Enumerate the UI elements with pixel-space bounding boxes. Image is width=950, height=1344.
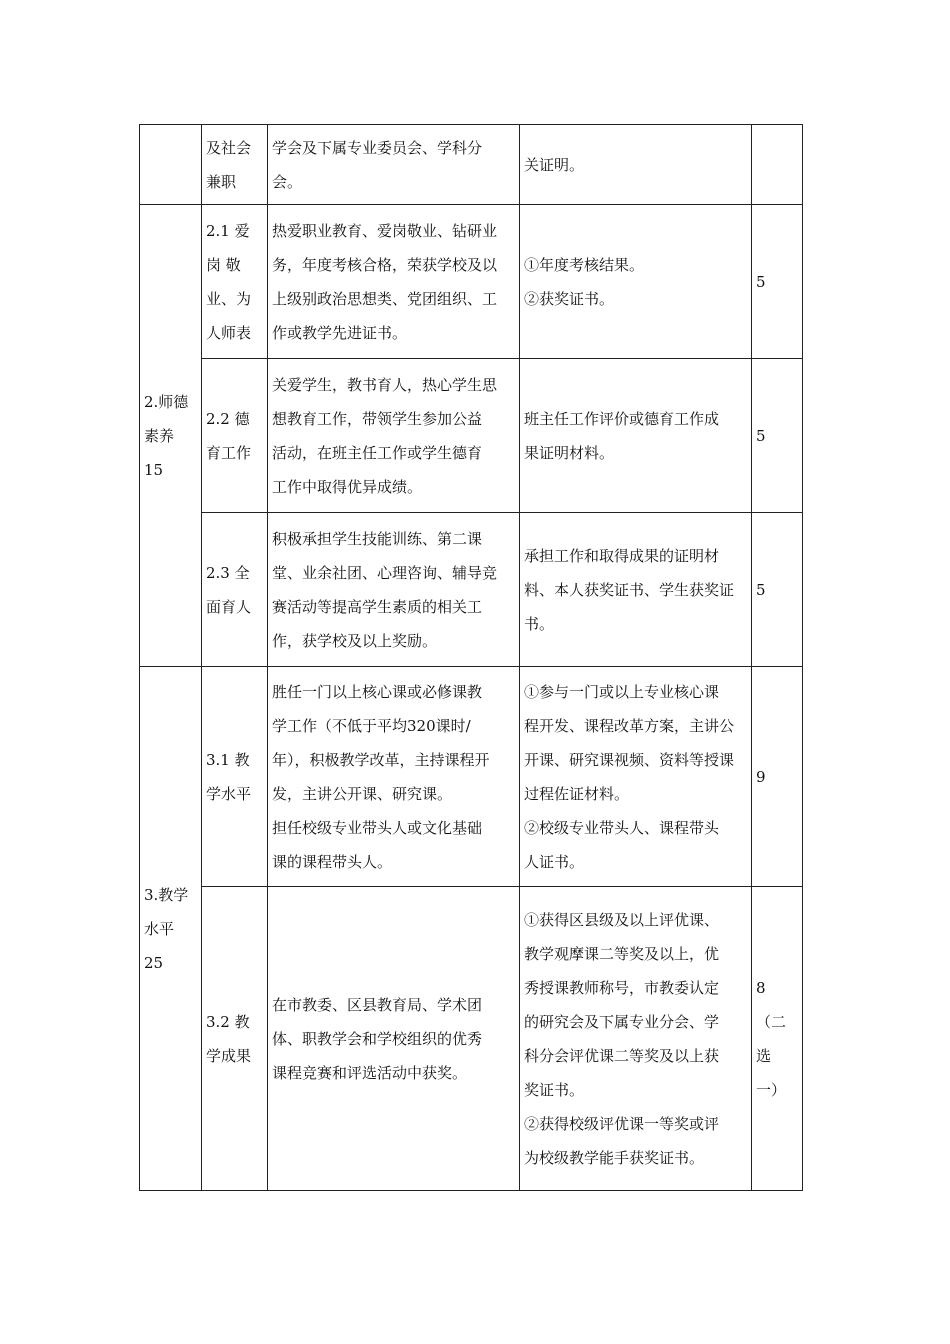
- score-cell: 8 （二 选 一）: [752, 887, 803, 1191]
- score-cell: 5: [752, 359, 803, 513]
- item-cell: 3.1 教 学水平: [202, 667, 268, 887]
- standard-cell: 关爱学生，教书育人，热心学生思 想教育工作，带领学生参加公益 活动，在班主任工作或学生德育 工作中取得优异成绩。: [268, 359, 520, 513]
- score-cell: [752, 125, 803, 205]
- item-cell: 及社会 兼职: [202, 125, 268, 205]
- score-cell: 9: [752, 667, 803, 887]
- item-cell: 2.3 全 面育人: [202, 513, 268, 667]
- standard-cell: 在市教委、区县教育局、学术团 体、职教学会和学校组织的优秀 课程竞赛和评选活动中获奖。: [268, 887, 520, 1191]
- category-cell-teaching: 3.教学 水平 25: [140, 667, 202, 1191]
- evidence-cell: 关证明。: [520, 125, 752, 205]
- table-row: [140, 667, 803, 887]
- table-row: [140, 359, 803, 513]
- evidence-cell: 班主任工作评价或德育工作成 果证明材料。: [520, 359, 752, 513]
- table-row: [140, 125, 803, 205]
- score-cell: 5: [752, 205, 803, 359]
- evidence-cell: ①参与一门或以上专业核心课 程开发、课程改革方案，主讲公 开课、研究课视频、资料等授课 过程佐证材料。 ②校级专业带头人、课程带头 人证书。: [520, 667, 752, 887]
- score-cell: 5: [752, 513, 803, 667]
- evidence-cell: ①获得区县级及以上评优课、 教学观摩课二等奖及以上，优 秀授课教师称号，市教委认定 的研究会及下属专业分会、学 科分会评优课二等奖及以上获 奖证书。 ②获得校级评优课一等奖或评 为校级教学能手获奖证书。: [520, 887, 752, 1191]
- evidence-cell: 承担工作和取得成果的证明材 料、本人获奖证书、学生获奖证 书。: [520, 513, 752, 667]
- standard-cell: 积极承担学生技能训练、第二课 堂、业余社团、心理咨询、辅导竞 赛活动等提高学生素质的相关工 作，获学校及以上奖励。: [268, 513, 520, 667]
- standard-cell: 学会及下属专业委员会、学科分 会。: [268, 125, 520, 205]
- evaluation-table: [139, 124, 803, 1191]
- category-cell-empty: [140, 125, 202, 205]
- table-row: [140, 205, 803, 359]
- standard-cell: 热爱职业教育、爱岗敬业、钻研业 务，年度考核合格，荣获学校及以 上级别政治思想类、党团组织、工 作或教学先进证书。: [268, 205, 520, 359]
- item-cell: 3.2 教 学成果: [202, 887, 268, 1191]
- item-cell: 2.2 德 育工作: [202, 359, 268, 513]
- standard-cell: 胜任一门以上核心课或必修课教 学工作（不低于平均320课时/ 年），积极教学改革，主持课程开 发，主讲公开课、研究课。 担任校级专业带头人或文化基础 课的课程带头人。: [268, 667, 520, 887]
- category-cell-ethics: 2.师德 素养 15: [140, 205, 202, 667]
- table-row: [140, 513, 803, 667]
- evidence-cell: ①年度考核结果。 ②获奖证书。: [520, 205, 752, 359]
- item-cell: 2.1 爱 岗 敬 业、为 人师表: [202, 205, 268, 359]
- table-row: [140, 887, 803, 1191]
